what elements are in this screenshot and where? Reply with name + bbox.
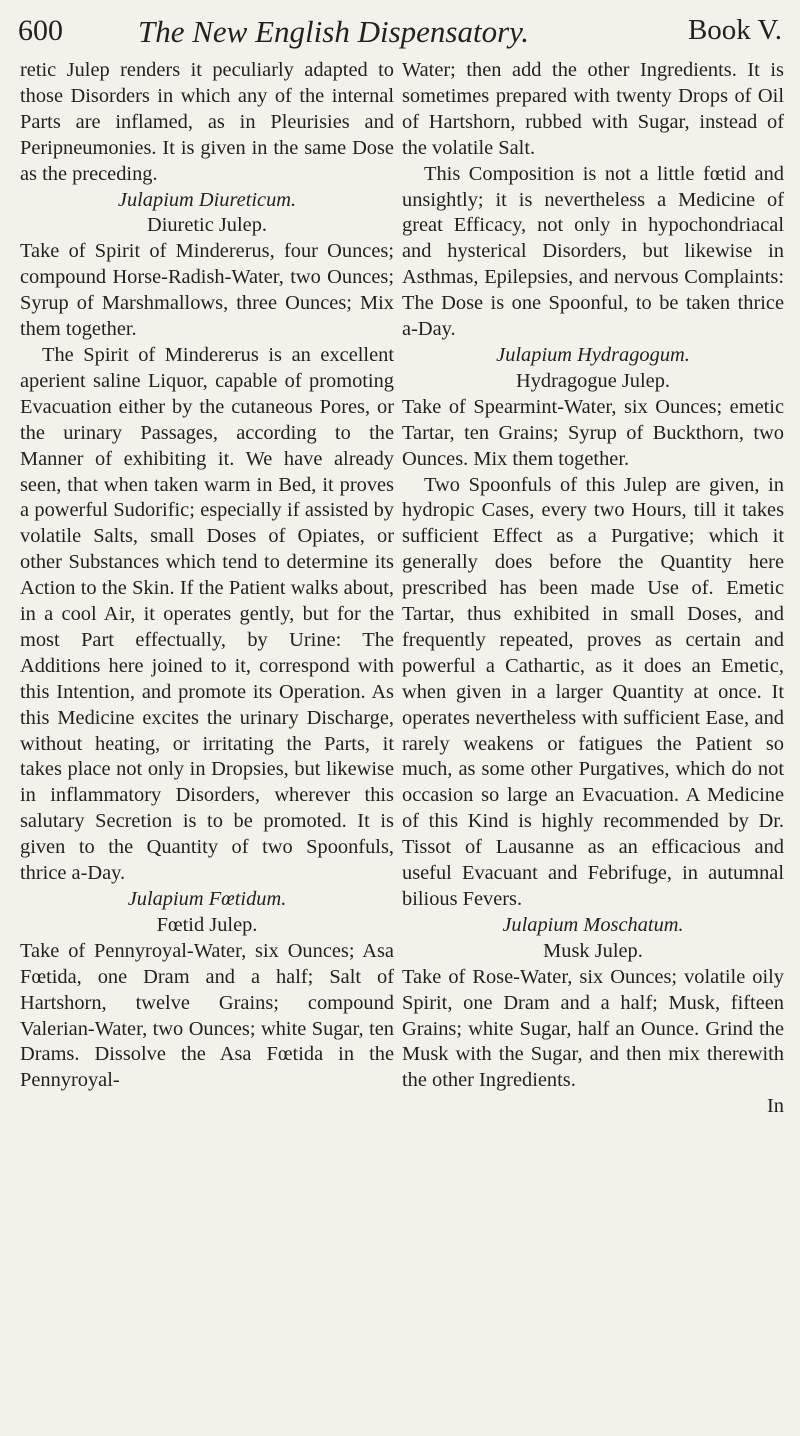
recipe-heading: Julapium Moschatum. bbox=[502, 913, 684, 936]
recipe-subheading: Musk Julep. bbox=[543, 939, 643, 962]
paragraph: The Spirit of Mindererus is an excellent aperient saline Liquor, capable of promoting Evacuation either by the cutaneous Pores, or the urinary Passages, according to the Manner of exhibiting it. We have already seen, that when taken warm in Bed, it proves a powerful Sudorific; especially if assisted by volatile Salts, small Doses of Opiates, or other Substances which tend to determine its Action to the Skin. If the Patient walks about, in a cool Air, it operates gently, but for the most Part effectually, by Urine: The Additions here joined to it, correspond with this Intention, and promote its Operation. As this Medicine excites the urinary Discharge, without heating, or irritating the Parts, it takes place not only in Dropsies, but likewise in inflammatory Disorders, wherever this salutary Secretion is to be promoted. It is given to the Quantity of two Spoonfuls, thrice a-Day. bbox=[20, 343, 394, 885]
paragraph: This Composition is not a little fœtid and unsightly; it is nevertheless a Medicine of great Efficacy, not only in hypochondriacal and hysterical Disorders, but likewise in Asthmas, Epilepsies, and nervous Complaints: The Dose is one Spoonful, to be taken thrice a-Day. bbox=[402, 162, 784, 341]
page-number: 600 bbox=[18, 14, 63, 47]
recipe-heading: Julapium Fœtidum. bbox=[127, 888, 287, 910]
recipe-heading: Julapium Diureticum. bbox=[117, 188, 297, 211]
page-header bbox=[18, 14, 786, 54]
recipe-subheading: Diuretic Julep. bbox=[146, 214, 268, 237]
running-title: The New English Dispensatory. bbox=[138, 14, 529, 49]
recipe-heading: Julapium Hydragogum. bbox=[496, 343, 690, 366]
paragraph: Take of Spearmint-Water, six Ounces; emetic Tartar, ten Grains; Syrup of Buckthorn, two Ounces. Mix them together. bbox=[402, 395, 784, 470]
paragraph: retic Julep renders it peculiarly adapted to those Disorders in which any of the internal Parts are inflamed, as in Pleurisies and Peripneumonies. It is given in the same Dose as the preceding. bbox=[20, 59, 394, 185]
recipe-subheading: Hydragogue Julep. bbox=[515, 369, 671, 392]
paragraph: Two Spoonfuls of this Julep are given, in hydropic Cases, every two Hours, till it takes sufficient Effect as a Purgative; which it generally does before the Quantity here prescribed has been made Use of. Emetic Tartar, thus exhibited in small Doses, and frequently repeated, proves as certain and powerful a Cathartic, as it does an Emetic, when given in a larger Quantity at once. It operates nevertheless with sufficient Ease, and rarely weakens or fatigues the Patient so much, as some other Purgatives, which do not occasion so large an Evacuation. A Medicine of this Kind is highly recommended by Dr. Tissot of Lausanne as an efficacious and useful Evacuant and Febrifuge, in autumnal bilious Fevers. bbox=[402, 473, 784, 910]
paragraph: Water; then add the other Ingredients. It is sometimes prepared with twenty Drops of Oil of Hartshorn, rubbed with Sugar, instead of the volatile Salt. bbox=[402, 59, 784, 159]
catchword: In bbox=[767, 1095, 784, 1118]
paragraph: Take of Pennyroyal-Water, six Ounces; Asa Fœtida, one Dram and a half; Salt of Hartshorn, twelve Grains; compound Valerian-Water, two Ounces; white Sugar, ten Drams. Dissolve the Asa Fœtida in the Pennyroyal- bbox=[20, 939, 394, 1092]
recipe-subheading: Fœtid Julep. bbox=[156, 913, 258, 936]
right-column bbox=[402, 58, 784, 1120]
paragraph: Take of Rose-Water, six Ounces; volatile oily Spirit, one Dram and a half; Musk, fifteen Grains; white Sugar, half an Ounce. Grind the Musk with the Sugar, and then mix therewith the other Ingredients. bbox=[402, 965, 784, 1092]
book-label: Book V. bbox=[687, 14, 782, 46]
left-column bbox=[20, 58, 394, 1094]
paragraph: Take of Spirit of Mindererus, four Ounces; compound Horse-Radish-Water, two Ounces; Syrup of Marshmallows, three Ounces; Mix them together. bbox=[20, 240, 394, 341]
